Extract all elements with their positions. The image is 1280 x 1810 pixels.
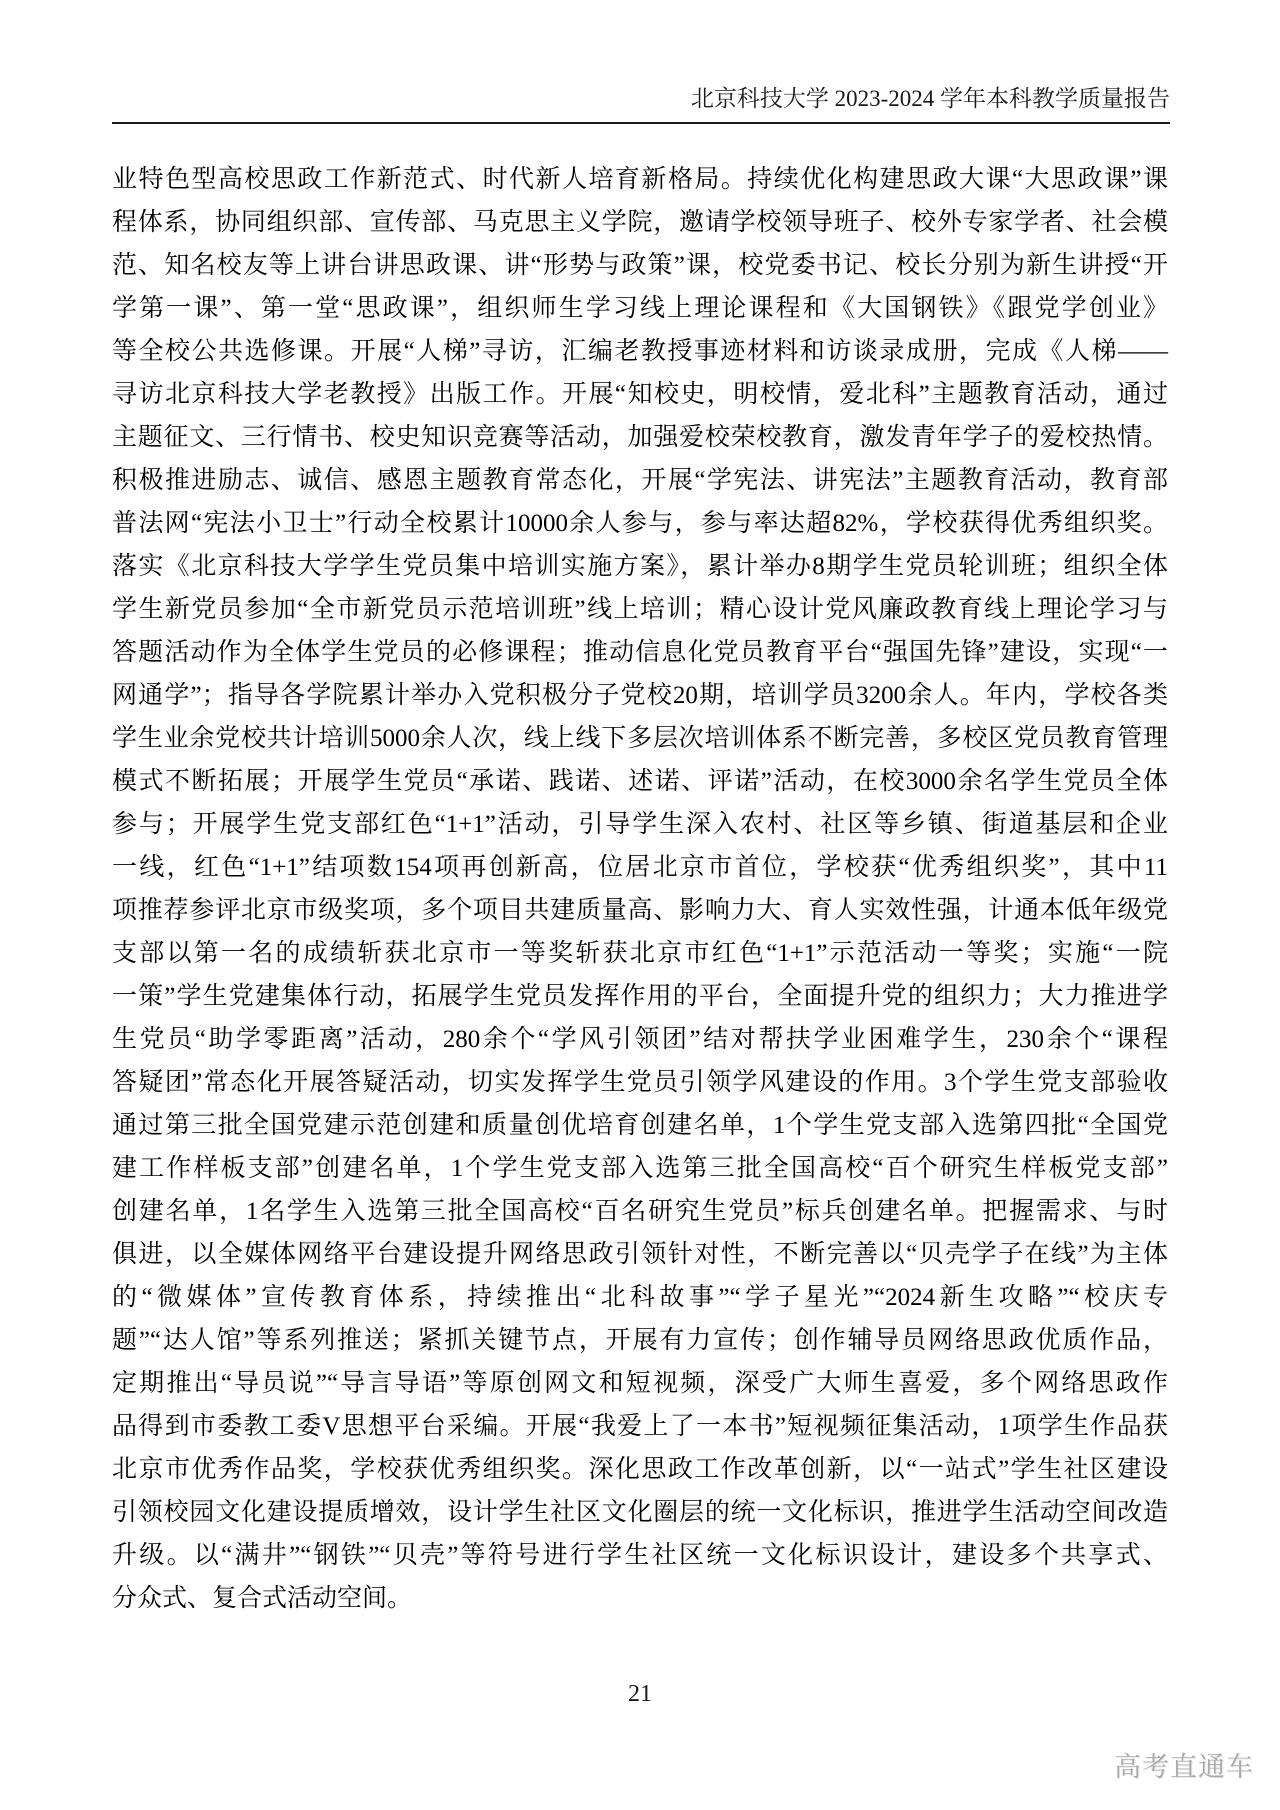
text-line: 业特色型高校思政工作新范式、时代新人培育新格局。持续优化构建思政大课“大思政课”课	[112, 166, 1168, 193]
text-line: 积极推进励志、诚信、感恩主题教育常态化，开展“学宪法、讲宪法”主题教育活动，教育部	[112, 467, 1168, 494]
text-line: 答题活动作为全体学生党员的必修课程；推动信息化党员教育平台“强国先锋”建设，实现“一	[112, 639, 1168, 666]
text-line: 普法网“宪法小卫士”行动全校累计10000余人参与，参与率达超82%，学校获得优秀组织奖。	[112, 510, 1168, 537]
text-line: 支部以第一名的成绩斩获北京市一等奖斩获北京市红色“1+1”示范活动一等奖；实施“一院	[112, 940, 1168, 967]
text-line: 学第一课”、第一堂“思政课”，组织师生学习线上理论课程和《大国钢铁》《跟党学创业》	[112, 295, 1168, 322]
text-line: 模式不断拓展；开展学生党员“承诺、践诺、述诺、评诺”活动，在校3000余名学生党员全体	[112, 768, 1168, 795]
text-line: 创建名单，1名学生入选第三批全国高校“百名研究生党员”标兵创建名单。把握需求、与时	[112, 1198, 1168, 1225]
text-line: 答疑团”常态化开展答疑活动，切实发挥学生党员引领学风建设的作用。3个学生党支部验收	[112, 1069, 1168, 1096]
text-line: 定期推出“导员说”“导言导语”等原创网文和短视频，深受广大师生喜爱，多个网络思政作	[112, 1370, 1168, 1397]
text-line: 分众式、复合式活动空间。	[112, 1585, 413, 1612]
text-line: 范、知名校友等上讲台讲思政课、讲“形势与政策”课，校党委书记、校长分别为新生讲授“开	[112, 252, 1168, 279]
text-line: 建工作样板支部”创建名单，1个学生党支部入选第三批全国高校“百个研究生样板党支部”	[112, 1155, 1168, 1182]
page-header-title: 北京科技大学 2023-2024 学年本科教学质量报告	[690, 86, 1170, 111]
text-line: 俱进，以全媒体网络平台建设提升网络思政引领针对性，不断完善以“贝壳学子在线”为主体	[112, 1241, 1168, 1268]
text-line: 通过第三批全国党建示范创建和质量创优培育创建名单，1个学生党支部入选第四批“全国党	[112, 1112, 1168, 1139]
text-line: 引领校园文化建设提质增效，设计学生社区文化圈层的统一文化标识，推进学生活动空间改造	[112, 1499, 1168, 1526]
text-line: 学生新党员参加“全市新党员示范培训班”线上培训；精心设计党风廉政教育线上理论学习与	[112, 596, 1168, 623]
text-line: 网通学”；指导各学院累计举办入党积极分子党校20期，培训学员3200余人。年内，学校各类	[112, 682, 1168, 709]
body-text	[112, 158, 1168, 1620]
text-line: 主题征文、三行情书、校史知识竞赛等活动，加强爱校荣校教育，激发青年学子的爱校热情。	[112, 424, 1168, 451]
text-line: 落实《北京科技大学学生党员集中培训实施方案》，累计举办8期学生党员轮训班；组织全体	[112, 553, 1168, 580]
text-line: 的“微媒体”宣传教育体系，持续推出“北科故事”“学子星光”“2024新生攻略”“校庆专	[112, 1284, 1168, 1311]
header-rule	[112, 122, 1170, 124]
text-line: 升级。以“满井”“钢铁”“贝壳”等符号进行学生社区统一文化标识设计，建设多个共享式、	[112, 1542, 1168, 1569]
text-line: 参与；开展学生党支部红色“1+1”活动，引导学生深入农村、社区等乡镇、街道基层和企业	[112, 811, 1168, 838]
page-number: 21	[628, 1681, 652, 1707]
text-line: 程体系，协同组织部、宣传部、马克思主义学院，邀请学校领导班子、校外专家学者、社会模	[112, 209, 1168, 236]
text-line: 寻访北京科技大学老教授》出版工作。开展“知校史，明校情，爱北科”主题教育活动，通过	[112, 381, 1168, 408]
text-line: 项推荐参评北京市级奖项，多个项目共建质量高、影响力大、育人实效性强，计通本低年级党	[112, 897, 1168, 924]
text-line: 生党员“助学零距离”活动，280余个“学风引领团”结对帮扶学业困难学生，230余个“课程	[112, 1026, 1168, 1053]
watermark: 高考直通车	[1114, 1752, 1254, 1782]
text-line: 品得到市委教工委V思想平台采编。开展“我爱上了一本书”短视频征集活动，1项学生作品获	[112, 1413, 1168, 1440]
text-line: 北京市优秀作品奖，学校获优秀组织奖。深化思政工作改革创新，以“一站式”学生社区建设	[112, 1456, 1168, 1483]
text-line: 一策”学生党建集体行动，拓展学生党员发挥作用的平台，全面提升党的组织力；大力推进学	[112, 983, 1168, 1010]
text-line: 题”“达人馆”等系列推送；紧抓关键节点，开展有力宣传；创作辅导员网络思政优质作品，	[112, 1327, 1168, 1354]
text-line: 学生业余党校共计培训5000余人次，线上线下多层次培训体系不断完善，多校区党员教育管理	[112, 725, 1168, 752]
text-line: 等全校公共选修课。开展“人梯”寻访，汇编老教授事迹材料和访谈录成册，完成《人梯——	[112, 338, 1168, 365]
text-line: 一线，红色“1+1”结项数154项再创新高，位居北京市首位，学校获“优秀组织奖”，其中11	[112, 854, 1168, 881]
